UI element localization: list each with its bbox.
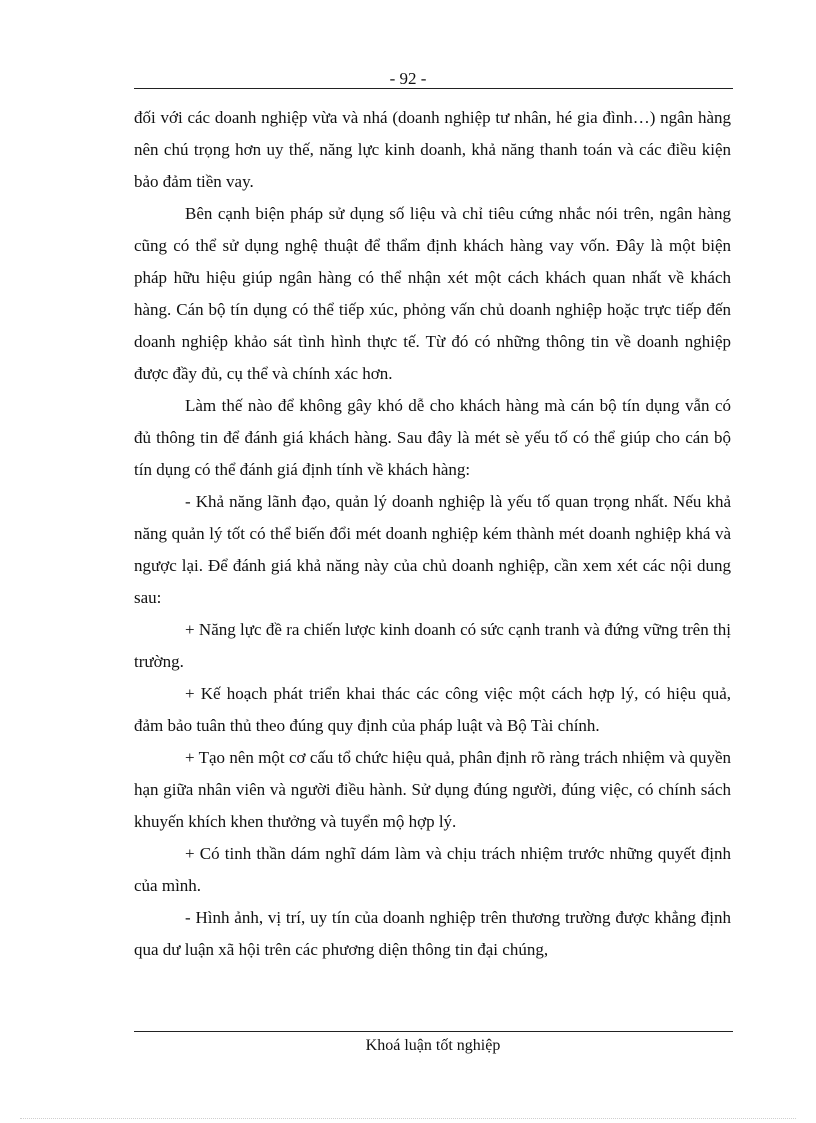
paragraph: Làm thế nào để không gây khó dễ cho khách hàng mà cán bộ tín dụng vẫn có đủ thông tin để đánh giá khách hàng. Sau đây là mét sè yếu tố có thể giúp cho cán bộ tín dụng có thể đánh giá định tính về khách hàng: [134, 396, 731, 479]
document-body [134, 102, 731, 966]
paragraph: - Hình ảnh, vị trí, uy tín của doanh nghiệp trên thương trường được khẳng định qua dư luận xã hội trên các phương diện thông tin đại chúng, [134, 908, 731, 959]
paragraph: - Khả năng lãnh đạo, quản lý doanh nghiệp là yếu tố quan trọng nhất. Nếu khả năng quản lý tốt có thể biến đổi mét doanh nghiệp kém thành mét doanh nghiệp khá và ngược lại. Để đánh giá khả năng này của chủ doanh nghiệp, cần xem xét các nội dung sau: [134, 492, 731, 607]
paragraph: Bên cạnh biện pháp sử dụng số liệu và chỉ tiêu cứng nhắc nói trên, ngân hàng cũng có thể sử dụng nghệ thuật để thẩm định khách hàng vay vốn. Đây là một biện pháp hữu hiệu giúp ngân hàng có thể nhận xét một cách khách quan nhất về khách hàng. Cán bộ tín dụng có thể tiếp xúc, phỏng vấn chủ doanh nghiệp hoặc trực tiếp đến doanh nghiệp khảo sát tình hình thực tế. Từ đó có những thông tin về doanh nghiệp được đầy đủ, cụ thể và chính xác hơn. [134, 204, 731, 383]
paragraph: + Kế hoạch phát triển khai thác các công việc một cách hợp lý, có hiệu quả, đảm bảo tuân thủ theo đúng quy định của pháp luật và Bộ Tài chính. [134, 684, 731, 735]
footer-rule [134, 1031, 733, 1032]
header-rule [134, 88, 733, 89]
paragraph: đối với các doanh nghiệp vừa và nhá (doanh nghiệp tư nhân, hé gia đình…) ngân hàng nên chú trọng hơn uy thế, năng lực kinh doanh, khả năng thanh toán và các điều kiện bảo đảm tiền vay. [134, 108, 731, 191]
paragraph: + Có tinh thần dám nghĩ dám làm và chịu trách nhiệm trước những quyết định của mình. [134, 844, 731, 895]
page-edge-divider [20, 1118, 796, 1119]
paragraph: + Tạo nên một cơ cấu tổ chức hiệu quả, phân định rõ ràng trách nhiệm và quyền hạn giữa nhân viên và người điều hành. Sử dụng đúng người, đúng việc, có chính sách khuyến khích khen thưởng và tuyển mộ hợp lý. [134, 748, 731, 831]
footer-text: Khoá luận tốt nghiệp [365, 1037, 501, 1054]
page-number: - 92 - [389, 69, 427, 88]
paragraph: + Năng lực đề ra chiến lược kinh doanh có sức cạnh tranh và đứng vững trên thị trường. [134, 620, 731, 671]
